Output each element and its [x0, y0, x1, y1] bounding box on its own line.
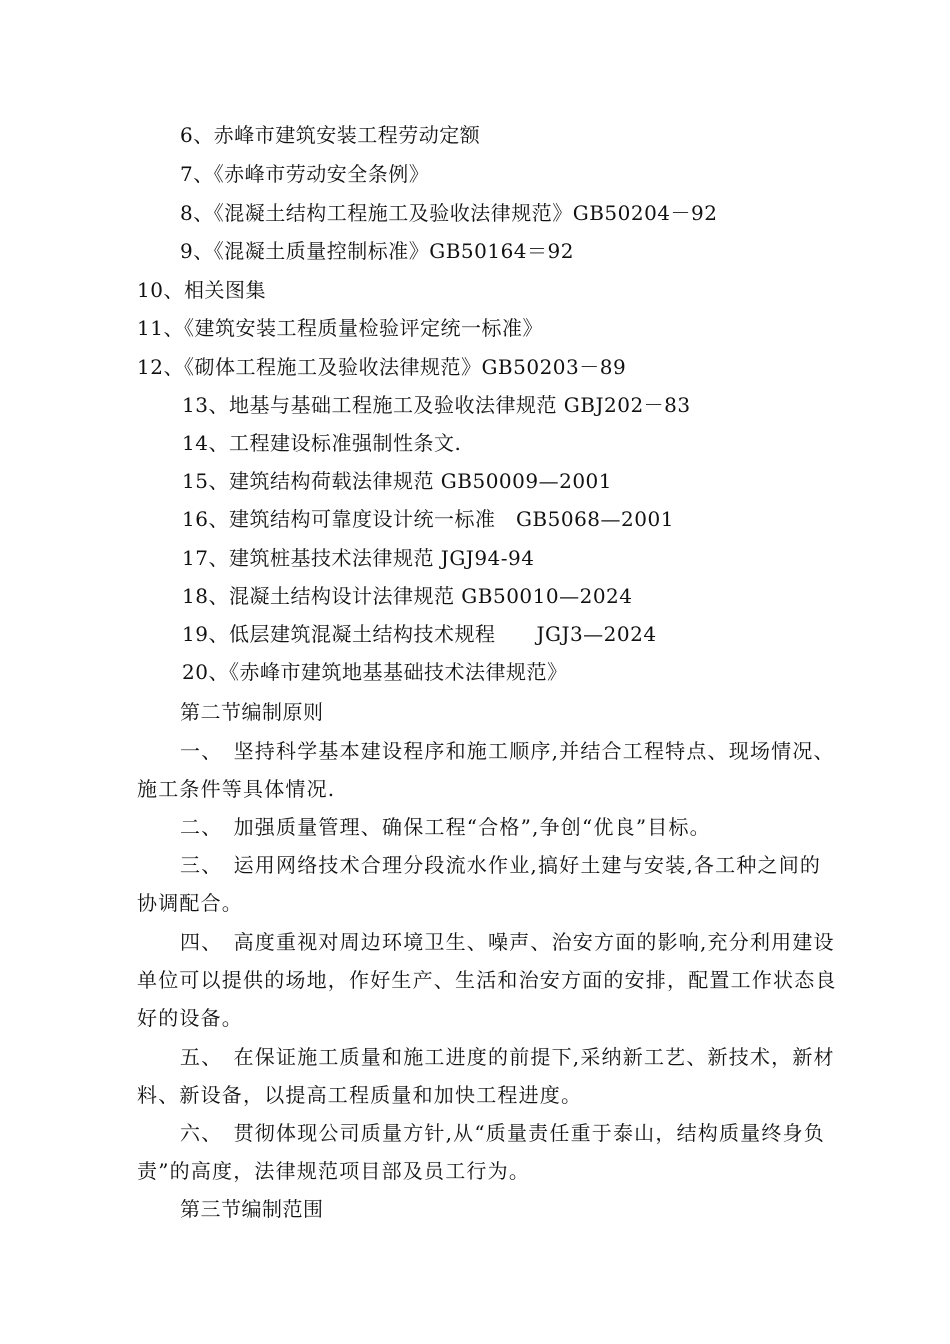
reference-item: 6、赤峰市建筑安装工程劳动定额	[180, 123, 481, 147]
section-heading: 第二节编制原则	[180, 700, 324, 724]
paragraph-line: 好的设备。	[137, 1006, 243, 1030]
paragraph-line: 二、 加强质量管理、确保工程“合格”,争创“优良”目标。	[180, 815, 711, 839]
section-heading: 第三节编制范围	[180, 1197, 324, 1221]
paragraph-line: 单位可以提供的场地，作好生产、生活和治安方面的安排，配置工作状态良	[137, 968, 837, 992]
reference-item: 8、《混凝土结构工程施工及验收法律规范》GB50204－92	[180, 201, 718, 225]
reference-item: 13、地基与基础工程施工及验收法律规范 GBJ202－83	[182, 393, 691, 417]
paragraph-line: 施工条件等具体情况.	[137, 777, 336, 801]
paragraph-line: 四、 高度重视对周边环境卫生、噪声、治安方面的影响,充分利用建设	[180, 930, 835, 954]
reference-item: 14、工程建设标准强制性条文.	[182, 431, 462, 455]
paragraph-line: 料、新设备，以提高工程质量和加快工程进度。	[137, 1083, 583, 1107]
reference-item: 15、建筑结构荷载法律规范 GB50009—2001	[182, 469, 613, 493]
reference-item: 19、低层建筑混凝土结构技术规程 JGJ3—2024	[182, 622, 657, 646]
reference-item: 18、混凝土结构设计法律规范 GB50010—2024	[182, 584, 633, 608]
paragraph-line: 责”的高度，法律规范项目部及员工行为。	[137, 1159, 531, 1183]
reference-item: 7、《赤峰市劳动安全条例》	[180, 162, 430, 186]
reference-item: 17、建筑桩基技术法律规范 JGJ94-94	[182, 546, 535, 570]
reference-item: 20、《赤峰市建筑地基基础技术法律规范》	[182, 660, 568, 684]
reference-item: 10、相关图集	[137, 278, 266, 302]
paragraph-line: 协调配合。	[137, 891, 243, 915]
paragraph-line: 六、 贯彻体现公司质量方针,从“质量责任重于泰山，结构质量终身负	[180, 1121, 825, 1145]
paragraph-line: 三、 运用网络技术合理分段流水作业,搞好土建与安装,各工种之间的	[180, 853, 822, 877]
reference-item: 16、建筑结构可靠度设计统一标准 GB5068—2001	[182, 507, 674, 531]
reference-item: 11、《建筑安装工程质量检验评定统一标准》	[137, 316, 543, 340]
reference-item: 9、《混凝土质量控制标准》GB50164＝92	[180, 239, 574, 263]
reference-item: 12、《砌体工程施工及验收法律规范》GB50203－89	[137, 355, 627, 379]
paragraph-line: 五、 在保证施工质量和施工进度的前提下,采纳新工艺、新技术，新材	[180, 1045, 835, 1069]
paragraph-line: 一、 坚持科学基本建设程序和施工顺序,并结合工程特点、现场情况、	[180, 739, 835, 763]
